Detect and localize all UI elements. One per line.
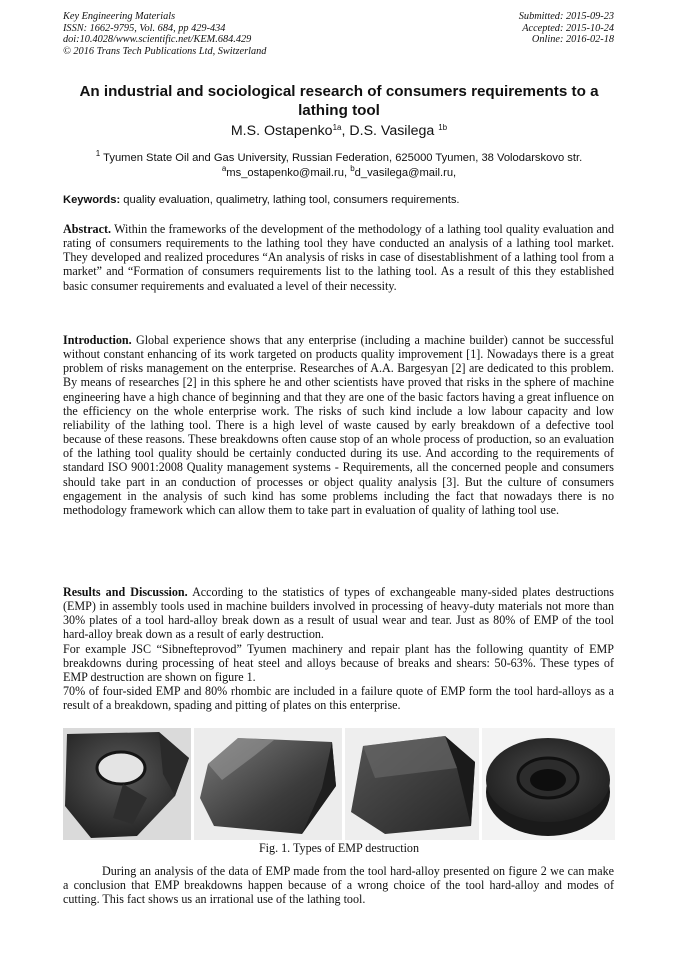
figure-1 [63, 728, 615, 840]
email-mark: a [221, 164, 227, 173]
abstract-paragraph [63, 222, 614, 293]
keywords-text: quality evaluation, qualimetry, lathing tool, consumers requirements. [120, 194, 460, 206]
author-name: M.S. Ostapenko [230, 123, 333, 139]
results-section [63, 585, 614, 712]
online-date: Online: 2016-02-18 [531, 34, 614, 45]
accepted-date: Accepted: 2015-10-24 [522, 22, 614, 34]
emp-photo-round-plate [482, 728, 615, 840]
results-paragraph: 70% of four-sided EMP and 80% rhombic are included in a failure quote of EMP form the tool hard-alloys as a result of a breakdown, spading and pitting of plates on this enterprise. [63, 684, 614, 713]
author-email: d_vasilega@mail.ru, [354, 167, 457, 179]
round-plate-image [482, 728, 615, 840]
email-mark: b [350, 164, 355, 173]
affiliation-text: Tyumen State Oil and Gas University, Russian Federation, 625000 Tyumen, 38 Volodarskovo str. [100, 152, 583, 164]
author-name: D.S. Vasilega [349, 123, 439, 139]
broken-plate-image [63, 728, 191, 840]
journal-issn: ISSN: 1662-9795, Vol. 684, pp 429-434 [63, 22, 226, 34]
introduction-label: Introduction. [63, 333, 132, 347]
affiliation-line [55, 151, 623, 166]
results-label: Results and Discussion. [63, 585, 188, 599]
conclusion-paragraph: During an analysis of the data of EMP made from the tool hard-alloy presented on figure 2 we can make a conclusion that EMP breakdowns happen because of a wrong choice of the tool hard-alloy and modes of cutting. This fact shows us an irrational use of the lathing tool. [63, 864, 614, 907]
emp-photo-broken-rhombic-plate [63, 728, 191, 840]
journal-doi: doi:10.4028/www.scientific.net/KEM.684.429 [63, 34, 252, 45]
journal-copyright: © 2016 Trans Tech Publications Ltd, Switzerland [63, 45, 267, 57]
affiliation-block [55, 151, 623, 181]
keywords-label: Keywords: [63, 194, 121, 206]
author-separator: , [341, 123, 350, 139]
author-affiliation-mark: 1b [438, 123, 448, 132]
author-emails [55, 166, 623, 181]
author-affiliation-mark: 1a [332, 123, 342, 132]
journal-name: Key Engineering Materials [63, 11, 176, 22]
emp-photo-worn-square-plate [345, 728, 479, 840]
author-email: ms_ostapenko@mail.ru, [226, 167, 351, 179]
submitted-date: Submitted: 2015-09-23 [518, 11, 614, 22]
journal-header [63, 11, 266, 57]
chipped-plate-image [194, 728, 342, 840]
results-paragraph: For example JSC “Sibnefteprovod” Tyumen machinery and repair plant has the following quantity of EMP breakdowns during processing of heat steel and alloys because of breaks and shears: 50-63%. These types of EMP destruction are shown on figure 1. [63, 641, 614, 684]
figure-caption: Fig. 1. Types of EMP destruction [258, 841, 420, 855]
introduction-text: Global experience shows that any enterprise (including a machine builder) cannot be successful without constant enhancing of its work targeted on products quality improvement [1]. Nowadays there is a great problem of risks management on the enterprise. Researches of A.A. Bargesyan [2] are dedicated to this problem. By means of researches [2] in this sphere he and other scientists have proved that risks in the sphere of machine engineering have a high chance of beginning and that they are one of the basic factors having a great influence on the efficiency on the whole enterprise work. The risks of such kind include a low labour capacity and low reliability of the lathing tool. There is a high level of waste caused by early breakdown of a defective tool because of these reasons. These breakdowns often cause stop of an whole process of production, so an evaluation of the lathing tool quality should be certainly conducted during its use. And according to the requirements of standard ISO 9001:2008 Quality management systems - Requirements, all the concerned people and consumers should take part in an conduction of processes or object quality analysis [3]. But the culture of consumers engagement in the analysis of such kind has some problems including the fact that nowadays there is no methodology framework which can allow them to take part in evaluation of quality of lathing tool use. [63, 333, 614, 517]
abstract-label: Abstract. [63, 222, 112, 236]
author-list [55, 123, 623, 139]
abstract-text: Within the frameworks of the development of the methodology of a lathing tool quality evaluation and rating of consumers requirements to the lathing tool they have conducted an analysis of a lathing tool market. They developed and realized procedures “An analysis of risks in case of disestablishment of a lathing tool from a market” and “Formation of consumers requirements list to the lathing tool. As a result of this they established basic consumer requirements and evaluated a level of their necessity. [63, 222, 614, 293]
affiliation-mark: 1 [95, 149, 101, 158]
emp-photo-chipped-square-plate [194, 728, 342, 840]
worn-plate-image [345, 728, 479, 840]
paper-title: An industrial and sociological research of consumers requirements to a lathing tool [79, 83, 599, 119]
introduction-paragraph [63, 333, 614, 517]
keywords-line [63, 194, 615, 206]
publication-dates [519, 11, 614, 46]
results-text: According to the statistics of types of exchangeable many-sided plates destructions (EMP) in assembly tools used in machine builders involved in processing of heavy-duty materials not more than 30% plates of a tool hard-alloy break down as a result of usual wear and tear. Just as 80% of EMP of the tool hard-alloy break down as a result of early destruction. [63, 585, 614, 642]
results-paragraph [63, 585, 614, 642]
